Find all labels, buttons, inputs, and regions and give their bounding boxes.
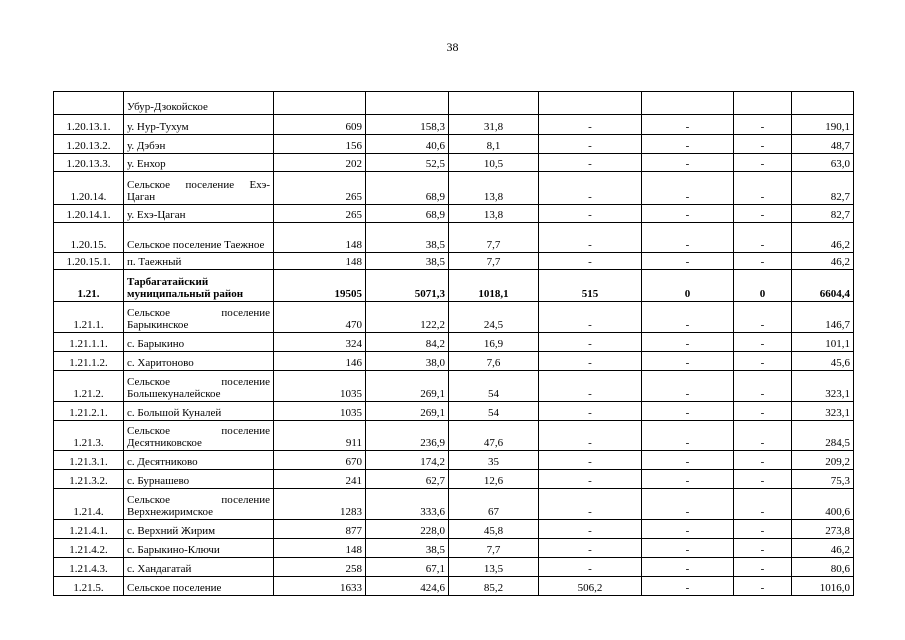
cell-col-5: - <box>642 489 734 520</box>
row-name: Сельское поселение Ехэ-Цаган <box>124 172 274 205</box>
table-row <box>54 270 854 302</box>
cell-col-6: - <box>734 520 792 539</box>
row-name: Сельское поселение Десятниковское <box>124 421 274 451</box>
cell-col-4: - <box>539 135 642 154</box>
cell-col-4: - <box>539 223 642 253</box>
row-name: у. Ехэ-Цаган <box>124 205 274 223</box>
table-row <box>54 402 854 421</box>
cell-col-4: - <box>539 205 642 223</box>
cell-col-2: 84,2 <box>366 333 449 352</box>
cell-col-2: 68,9 <box>366 205 449 223</box>
row-code: 1.21.3.1. <box>54 451 124 470</box>
row-name: у. Енхор <box>124 154 274 172</box>
cell-total: 323,1 <box>792 402 854 421</box>
cell-col-2: 38,0 <box>366 352 449 371</box>
cell-col-6: - <box>734 421 792 451</box>
table-row <box>54 115 854 135</box>
table-row <box>54 577 854 596</box>
cell-col-2: 122,2 <box>366 302 449 333</box>
cell-population: 258 <box>274 558 366 577</box>
cell-col-3: 7,7 <box>449 539 539 558</box>
table-row <box>54 558 854 577</box>
cell-col-5: - <box>642 205 734 223</box>
cell-population: 19505 <box>274 270 366 302</box>
table-row <box>54 92 854 115</box>
cell-col-3: 35 <box>449 451 539 470</box>
table-row <box>54 539 854 558</box>
cell-col-3: 16,9 <box>449 333 539 352</box>
cell-total: 46,2 <box>792 539 854 558</box>
row-name: Сельское поселение <box>124 577 274 596</box>
cell-col-4: - <box>539 172 642 205</box>
cell-population: 265 <box>274 172 366 205</box>
table-row <box>54 302 854 333</box>
cell-col-2: 269,1 <box>366 402 449 421</box>
cell-total: 63,0 <box>792 154 854 172</box>
cell-col-6 <box>734 92 792 115</box>
cell-col-3: 13,8 <box>449 172 539 205</box>
cell-col-4: - <box>539 302 642 333</box>
cell-population: 265 <box>274 205 366 223</box>
cell-population: 609 <box>274 115 366 135</box>
cell-col-4: - <box>539 520 642 539</box>
cell-total: 146,7 <box>792 302 854 333</box>
cell-col-3: 13,8 <box>449 205 539 223</box>
cell-col-5: - <box>642 154 734 172</box>
cell-col-6: - <box>734 371 792 402</box>
row-code: 1.21.4. <box>54 489 124 520</box>
cell-col-5: - <box>642 371 734 402</box>
cell-col-6: - <box>734 451 792 470</box>
cell-col-5: - <box>642 421 734 451</box>
cell-col-5: - <box>642 302 734 333</box>
cell-col-5: - <box>642 253 734 270</box>
cell-col-2: 68,9 <box>366 172 449 205</box>
cell-col-3: 85,2 <box>449 577 539 596</box>
cell-population: 148 <box>274 253 366 270</box>
row-code: 1.20.15.1. <box>54 253 124 270</box>
cell-total: 48,7 <box>792 135 854 154</box>
cell-col-5 <box>642 92 734 115</box>
cell-col-4: - <box>539 489 642 520</box>
cell-col-6: - <box>734 470 792 489</box>
cell-col-6: - <box>734 172 792 205</box>
row-code: 1.21.2. <box>54 371 124 402</box>
row-code: 1.21.4.2. <box>54 539 124 558</box>
cell-col-2: 38,5 <box>366 223 449 253</box>
cell-col-5: - <box>642 539 734 558</box>
cell-col-6: - <box>734 577 792 596</box>
table-row <box>54 223 854 253</box>
cell-col-6: - <box>734 333 792 352</box>
cell-population: 202 <box>274 154 366 172</box>
cell-col-4: - <box>539 371 642 402</box>
table-row <box>54 371 854 402</box>
cell-total: 209,2 <box>792 451 854 470</box>
cell-population: 911 <box>274 421 366 451</box>
table-row <box>54 352 854 371</box>
cell-col-3: 47,6 <box>449 421 539 451</box>
row-name: Сельское поселение Большекуналейское <box>124 371 274 402</box>
cell-population: 146 <box>274 352 366 371</box>
cell-population <box>274 92 366 115</box>
cell-population: 156 <box>274 135 366 154</box>
table-body <box>54 92 854 596</box>
cell-col-4: - <box>539 253 642 270</box>
cell-col-2: 52,5 <box>366 154 449 172</box>
row-code: 1.20.13.3. <box>54 154 124 172</box>
cell-total: 46,2 <box>792 223 854 253</box>
cell-total: 1016,0 <box>792 577 854 596</box>
cell-col-4: - <box>539 470 642 489</box>
page-number: 38 <box>446 40 459 54</box>
cell-col-6: - <box>734 489 792 520</box>
table-row <box>54 135 854 154</box>
row-code: 1.21.3.2. <box>54 470 124 489</box>
row-code: 1.21.1. <box>54 302 124 333</box>
cell-col-3: 45,8 <box>449 520 539 539</box>
cell-col-6: - <box>734 539 792 558</box>
row-name: с. Харитоново <box>124 352 274 371</box>
cell-col-4: - <box>539 558 642 577</box>
row-code: 1.20.14. <box>54 172 124 205</box>
cell-col-6: - <box>734 115 792 135</box>
cell-population: 1035 <box>274 371 366 402</box>
cell-total: 82,7 <box>792 172 854 205</box>
cell-population: 1283 <box>274 489 366 520</box>
cell-col-2: 269,1 <box>366 371 449 402</box>
cell-population: 324 <box>274 333 366 352</box>
cell-col-6: - <box>734 253 792 270</box>
table-row <box>54 520 854 539</box>
cell-col-2: 333,6 <box>366 489 449 520</box>
cell-col-5: - <box>642 520 734 539</box>
row-code: 1.21.4.1. <box>54 520 124 539</box>
cell-col-5: - <box>642 470 734 489</box>
cell-col-3 <box>449 92 539 115</box>
cell-col-4: 515 <box>539 270 642 302</box>
cell-col-2: 424,6 <box>366 577 449 596</box>
row-name: у. Дэбэн <box>124 135 274 154</box>
cell-col-5: - <box>642 558 734 577</box>
row-code: 1.21.2.1. <box>54 402 124 421</box>
cell-col-3: 54 <box>449 402 539 421</box>
cell-col-3: 24,5 <box>449 302 539 333</box>
cell-total: 101,1 <box>792 333 854 352</box>
row-name: Сельское поселение Верхнежиримское <box>124 489 274 520</box>
cell-col-4: 506,2 <box>539 577 642 596</box>
table-row <box>54 421 854 451</box>
table-row <box>54 253 854 270</box>
cell-col-2: 5071,3 <box>366 270 449 302</box>
row-name: с. Большой Куналей <box>124 402 274 421</box>
cell-col-4: - <box>539 421 642 451</box>
row-code: 1.21.1.2. <box>54 352 124 371</box>
cell-col-4: - <box>539 154 642 172</box>
cell-population: 148 <box>274 539 366 558</box>
row-name: Тарбагатайский муниципальный район <box>124 270 274 302</box>
cell-col-6: - <box>734 154 792 172</box>
cell-col-3: 7,6 <box>449 352 539 371</box>
data-table <box>53 91 854 596</box>
cell-col-5: - <box>642 115 734 135</box>
row-code: 1.21.5. <box>54 577 124 596</box>
cell-col-4: - <box>539 352 642 371</box>
table-row <box>54 470 854 489</box>
cell-total: 284,5 <box>792 421 854 451</box>
cell-col-5: - <box>642 577 734 596</box>
cell-total: 45,6 <box>792 352 854 371</box>
cell-col-4: - <box>539 333 642 352</box>
cell-col-3: 54 <box>449 371 539 402</box>
cell-col-4: - <box>539 539 642 558</box>
cell-population: 877 <box>274 520 366 539</box>
cell-total: 6604,4 <box>792 270 854 302</box>
cell-total: 400,6 <box>792 489 854 520</box>
cell-col-3: 31,8 <box>449 115 539 135</box>
cell-col-5: - <box>642 333 734 352</box>
cell-col-2: 158,3 <box>366 115 449 135</box>
table-row <box>54 451 854 470</box>
cell-col-2: 228,0 <box>366 520 449 539</box>
row-name: у. Нур-Тухум <box>124 115 274 135</box>
table-row <box>54 154 854 172</box>
row-name: с. Десятниково <box>124 451 274 470</box>
cell-total: 75,3 <box>792 470 854 489</box>
row-code: 1.20.13.1. <box>54 115 124 135</box>
cell-col-4: - <box>539 115 642 135</box>
cell-col-3: 12,6 <box>449 470 539 489</box>
row-code <box>54 92 124 115</box>
cell-population: 241 <box>274 470 366 489</box>
cell-col-3: 7,7 <box>449 223 539 253</box>
cell-col-3: 10,5 <box>449 154 539 172</box>
row-name: с. Барыкино <box>124 333 274 352</box>
cell-col-2: 62,7 <box>366 470 449 489</box>
row-code: 1.21. <box>54 270 124 302</box>
row-code: 1.21.3. <box>54 421 124 451</box>
cell-population: 1035 <box>274 402 366 421</box>
cell-col-5: - <box>642 135 734 154</box>
row-name: с. Хандагатай <box>124 558 274 577</box>
row-name: с. Бурнашево <box>124 470 274 489</box>
cell-total <box>792 92 854 115</box>
table-row <box>54 205 854 223</box>
row-name: Убур-Дзокойское <box>124 92 274 115</box>
row-name: п. Таежный <box>124 253 274 270</box>
cell-col-2: 174,2 <box>366 451 449 470</box>
cell-col-4 <box>539 92 642 115</box>
row-code: 1.20.14.1. <box>54 205 124 223</box>
cell-population: 148 <box>274 223 366 253</box>
cell-col-3: 67 <box>449 489 539 520</box>
row-name: Сельское поселение Барыкинское <box>124 302 274 333</box>
cell-col-2: 67,1 <box>366 558 449 577</box>
cell-col-5: - <box>642 172 734 205</box>
cell-col-6: - <box>734 352 792 371</box>
cell-total: 323,1 <box>792 371 854 402</box>
cell-col-6: - <box>734 302 792 333</box>
cell-population: 470 <box>274 302 366 333</box>
row-name: Сельское поселение Таежное <box>124 223 274 253</box>
row-name: с. Верхний Жирим <box>124 520 274 539</box>
cell-total: 82,7 <box>792 205 854 223</box>
cell-col-5: - <box>642 352 734 371</box>
cell-col-5: 0 <box>642 270 734 302</box>
row-code: 1.21.1.1. <box>54 333 124 352</box>
cell-col-6: - <box>734 402 792 421</box>
cell-col-3: 8,1 <box>449 135 539 154</box>
table-row <box>54 489 854 520</box>
cell-col-6: 0 <box>734 270 792 302</box>
cell-population: 1633 <box>274 577 366 596</box>
cell-col-6: - <box>734 558 792 577</box>
row-code: 1.21.4.3. <box>54 558 124 577</box>
cell-col-2: 236,9 <box>366 421 449 451</box>
cell-col-2: 38,5 <box>366 539 449 558</box>
cell-col-2: 38,5 <box>366 253 449 270</box>
cell-col-5: - <box>642 451 734 470</box>
table-row <box>54 333 854 352</box>
cell-total: 80,6 <box>792 558 854 577</box>
cell-col-2: 40,6 <box>366 135 449 154</box>
table-row <box>54 172 854 205</box>
cell-total: 273,8 <box>792 520 854 539</box>
row-code: 1.20.13.2. <box>54 135 124 154</box>
cell-col-5: - <box>642 402 734 421</box>
cell-col-3: 7,7 <box>449 253 539 270</box>
cell-col-3: 13,5 <box>449 558 539 577</box>
cell-population: 670 <box>274 451 366 470</box>
cell-col-4: - <box>539 451 642 470</box>
cell-col-5: - <box>642 223 734 253</box>
cell-total: 190,1 <box>792 115 854 135</box>
cell-col-6: - <box>734 223 792 253</box>
cell-total: 46,2 <box>792 253 854 270</box>
cell-col-3: 1018,1 <box>449 270 539 302</box>
cell-col-6: - <box>734 205 792 223</box>
cell-col-6: - <box>734 135 792 154</box>
cell-col-2 <box>366 92 449 115</box>
row-name: с. Барыкино-Ключи <box>124 539 274 558</box>
row-code: 1.20.15. <box>54 223 124 253</box>
cell-col-4: - <box>539 402 642 421</box>
